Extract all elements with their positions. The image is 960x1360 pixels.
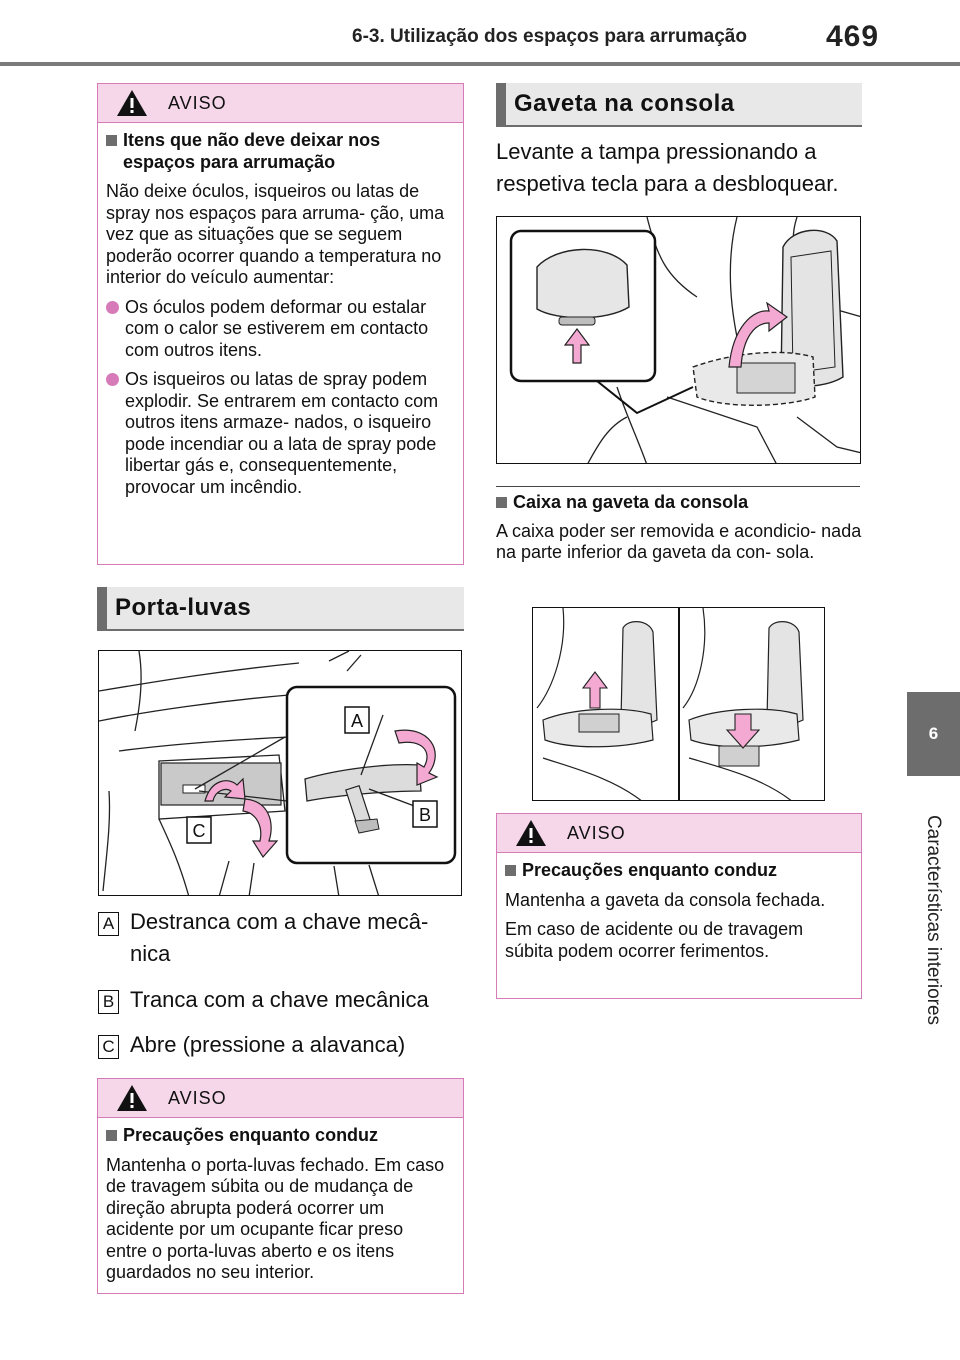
warning-box-console [496,813,862,999]
subsection-title: Caixa na gaveta da consola [496,492,860,513]
subsection-rule [496,486,860,487]
legend-item-b [98,987,458,1020]
console-figure [496,216,861,464]
square-bullet-icon [106,135,117,146]
warning-box-storage [97,83,464,565]
legend-text-c: Abre (pressione a alavanca) [130,1032,406,1057]
subsection-text: A caixa poder ser removida e acondicio- nada na parte inferior da gaveta da con- sola. [496,521,862,562]
legend-key-a: A [98,912,119,936]
console-illustration [497,217,861,464]
legend-text-a: Destranca com a chave mecâ- nica [130,909,429,966]
glovebox-illustration [99,651,462,896]
warning-paragraph: Mantenha o porta-luvas fechado. Em caso de travagem súbita ou de mudança de direção abrupta poderá ocorrer um acidente por um ocupante ficar preso entre o porta-luvas aberto e os itens guardados no seu interior. [106,1154,445,1282]
warning-header [98,1079,463,1118]
warning-paragraph: Não deixe óculos, isqueiros ou latas de spray nos espaços para arruma- ção, uma vez que as situações que se seguem poderão ocorrer quando a temperatura no interior do veículo aumentar: [106,181,445,287]
chapter-tab [907,692,960,776]
legend-item-c [98,1032,458,1065]
square-bullet-icon [496,497,507,508]
warning-bullet: Os isqueiros ou latas de spray podem explodir. Se entrarem em contacto com outros itens armaze- nados, o isqueiro pode incendiar ou a lata de spray pode libertar gás e, consequentemente, provocar um incêndio. [106,369,449,498]
figure-label-b: B [418,805,432,825]
legend-text-b: Tranca com a chave mecânica [130,987,429,1012]
warning-box-glovebox [97,1078,464,1294]
chapter-tab-label [903,790,960,1050]
warning-header [98,84,463,123]
warning-paragraph: Mantenha a gaveta da consola fechada. [505,889,826,910]
round-bullet-icon [106,373,119,386]
page-number: 469 [826,20,880,53]
legend-key-c: C [98,1035,119,1059]
header-rule [0,62,960,66]
warning-triangle-icon [116,89,148,117]
legend-key-b: B [98,990,119,1014]
warning-header [497,814,861,853]
chapter-number: 6 [928,724,939,743]
round-bullet-icon [106,301,119,314]
square-bullet-icon [505,865,516,876]
square-bullet-icon [106,1130,117,1141]
gaveta-intro: Levante a tampa pressionando a respetiva tecla para a desbloquear. [496,139,839,196]
warning-triangle-icon [116,1084,148,1112]
warning-label: AVISO [168,1088,227,1108]
legend-item-a [98,909,458,976]
console-box-figure [532,607,825,801]
warning-subtitle: Precauções enquanto conduz [106,1125,449,1147]
warning-label: AVISO [168,93,227,113]
figure-label-a: A [350,711,364,731]
header-section-title: 6-3. Utilização dos espaços para arrumação [352,26,747,47]
console-box-illustration [533,608,825,801]
figure-label-c: C [192,821,206,841]
glovebox-figure [98,650,462,896]
warning-subtitle: Precauções enquanto conduz [505,860,847,882]
warning-triangle-icon [515,819,547,847]
section-title-porta-luvas: Porta-luvas [97,587,464,631]
warning-paragraph: Em caso de acidente ou de travagem súbita podem ocorrer ferimentos. [505,919,804,961]
warning-bullet: Os óculos podem deformar ou estalar com o calor se estiverem em contacto com outros itens. [106,297,449,362]
section-title-gaveta: Gaveta na consola [496,83,862,127]
warning-label: AVISO [567,823,626,843]
warning-subtitle: Itens que não deve deixar nos espaços para arrumação [106,130,449,173]
chapter-title: Características interiores [923,814,944,1026]
